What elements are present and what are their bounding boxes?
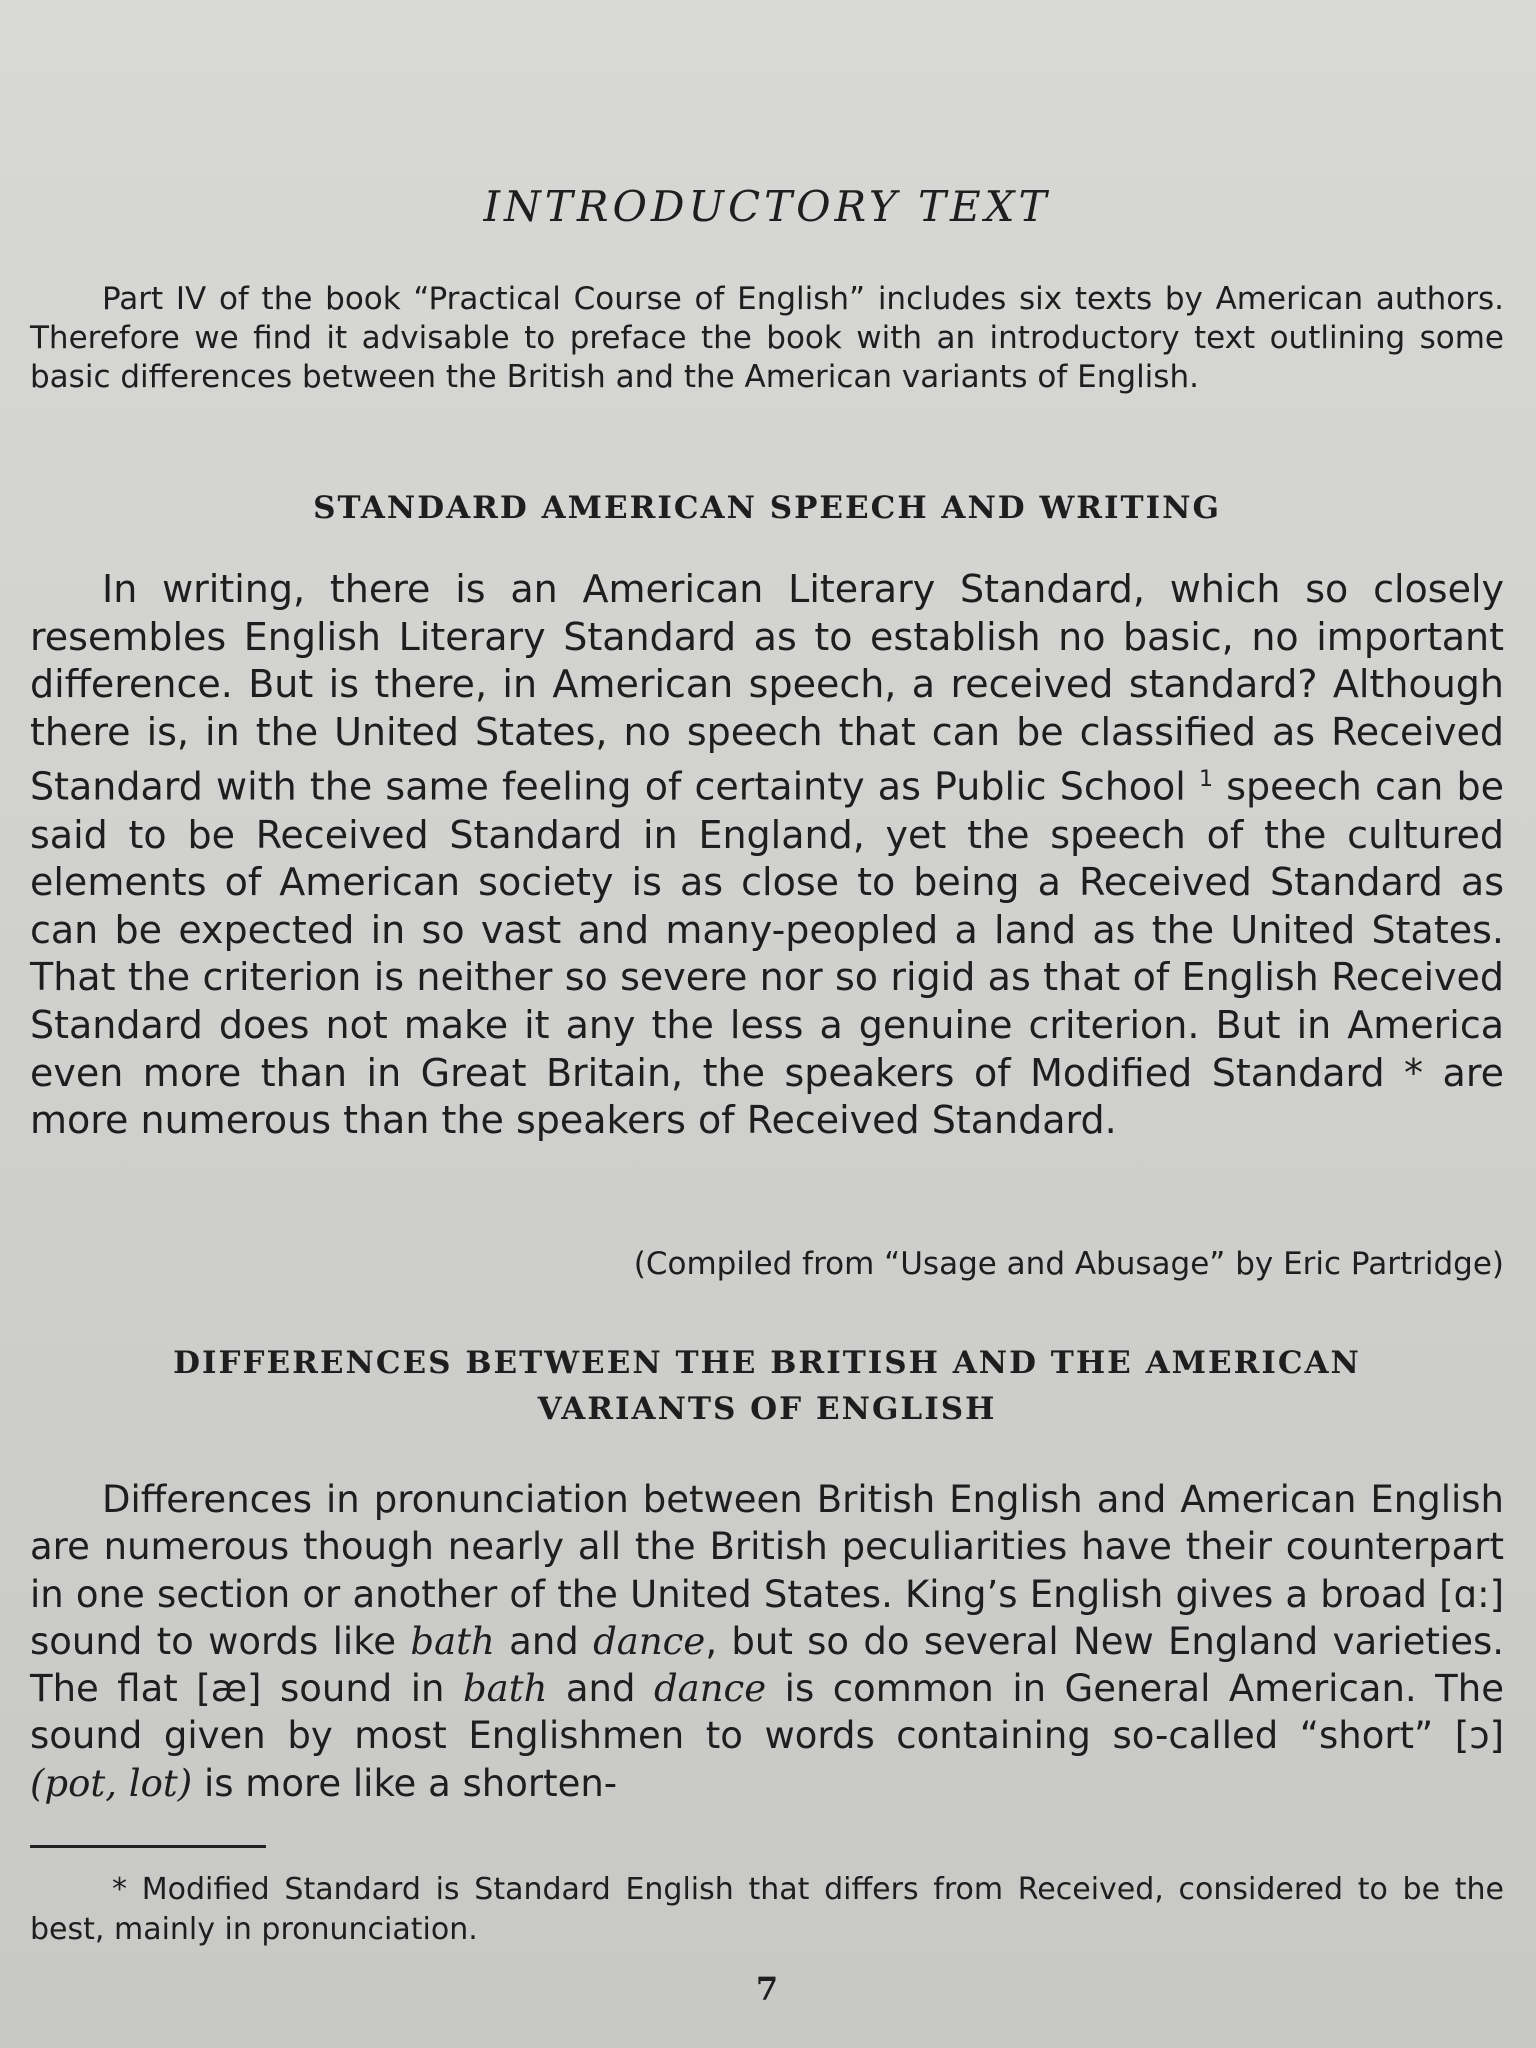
section-standard-american-body (30, 566, 1504, 1145)
text-run: and (494, 1619, 594, 1663)
footnote-text: * Modified Standard is Standard English that differs from Received, considered to be the best, mainly in pronunciation. (30, 1872, 1504, 1947)
source-attribution: (Compiled from “Usage and Abusage” by Eric Partridge) (633, 1246, 1504, 1282)
text-run: is more like a shorten- (192, 1761, 618, 1805)
text-run: and (547, 1667, 654, 1711)
text-run: , but so do several New England varieties. The flat [æ] sound in (30, 1619, 1504, 1711)
italic-word: bath (462, 1667, 548, 1711)
paragraph-part-b: speech can be said to be Received Standard in England, yet the speech of the cultured elements of American society is as close to being a Received Standard as can be expected in so vast and many-peopled a land as the United States. That the criterion is neither so severe nor so rigid as that of English Received Standard does not make it any the less a genuine criterion. But in America even more than in Great Britain, the speakers of Modified Standard * are more numerous than the speakers of Received Standard. (30, 765, 1505, 1143)
heading-line-2: VARIANTS OF ENGLISH (537, 1391, 997, 1427)
page-number: 7 (755, 1970, 779, 2008)
paragraph-part-a: In writing, there is an American Literary Standard, which so closely resembles English Literary Standard as to establish no basic, no important difference. But is there, in American speech, a received standard? Although there is, in the United States, no speech that can be classified as Received Standard with the same feeling of certainty as Public School (30, 567, 1504, 810)
text-run: is common in General American. The sound given by most Englishmen to words containing so-called “short” [ɔ] (30, 1667, 1504, 1758)
footnote-divider (30, 1845, 266, 1848)
italic-word: (pot, lot) (30, 1761, 193, 1805)
page-title: INTRODUCTORY TEXT (483, 182, 1051, 231)
section-differences-body (30, 1476, 1504, 1807)
italic-word: dance (593, 1619, 706, 1663)
section-heading-standard-american: STANDARD AMERICAN SPEECH AND WRITING (313, 490, 1221, 526)
footnote-marker: 1 (1199, 767, 1214, 793)
text-run: Differences in pronunciation between British English and American English are numerous though nearly all the British peculiarities have their counterpart in one section or another of the United States. King’s English gives a broad [ɑ:] sound to words like (30, 1478, 1504, 1663)
heading-line-1: DIFFERENCES BETWEEN THE BRITISH AND THE AMERICAN (173, 1345, 1361, 1381)
italic-word: dance (653, 1667, 767, 1711)
intro-text: Part IV of the book “Practical Course of English” includes six texts by American authors. Therefore we find it advisable to preface the book with an introductory text outlining some basic differences between the British and the American variants of English. (30, 281, 1504, 395)
italic-word: bath (410, 1619, 495, 1663)
standard-american-paragraph (30, 566, 1504, 1145)
differences-paragraph (30, 1476, 1504, 1807)
footnote (30, 1870, 1504, 1950)
section-heading-differences (30, 1340, 1504, 1432)
intro-paragraph (30, 280, 1504, 397)
